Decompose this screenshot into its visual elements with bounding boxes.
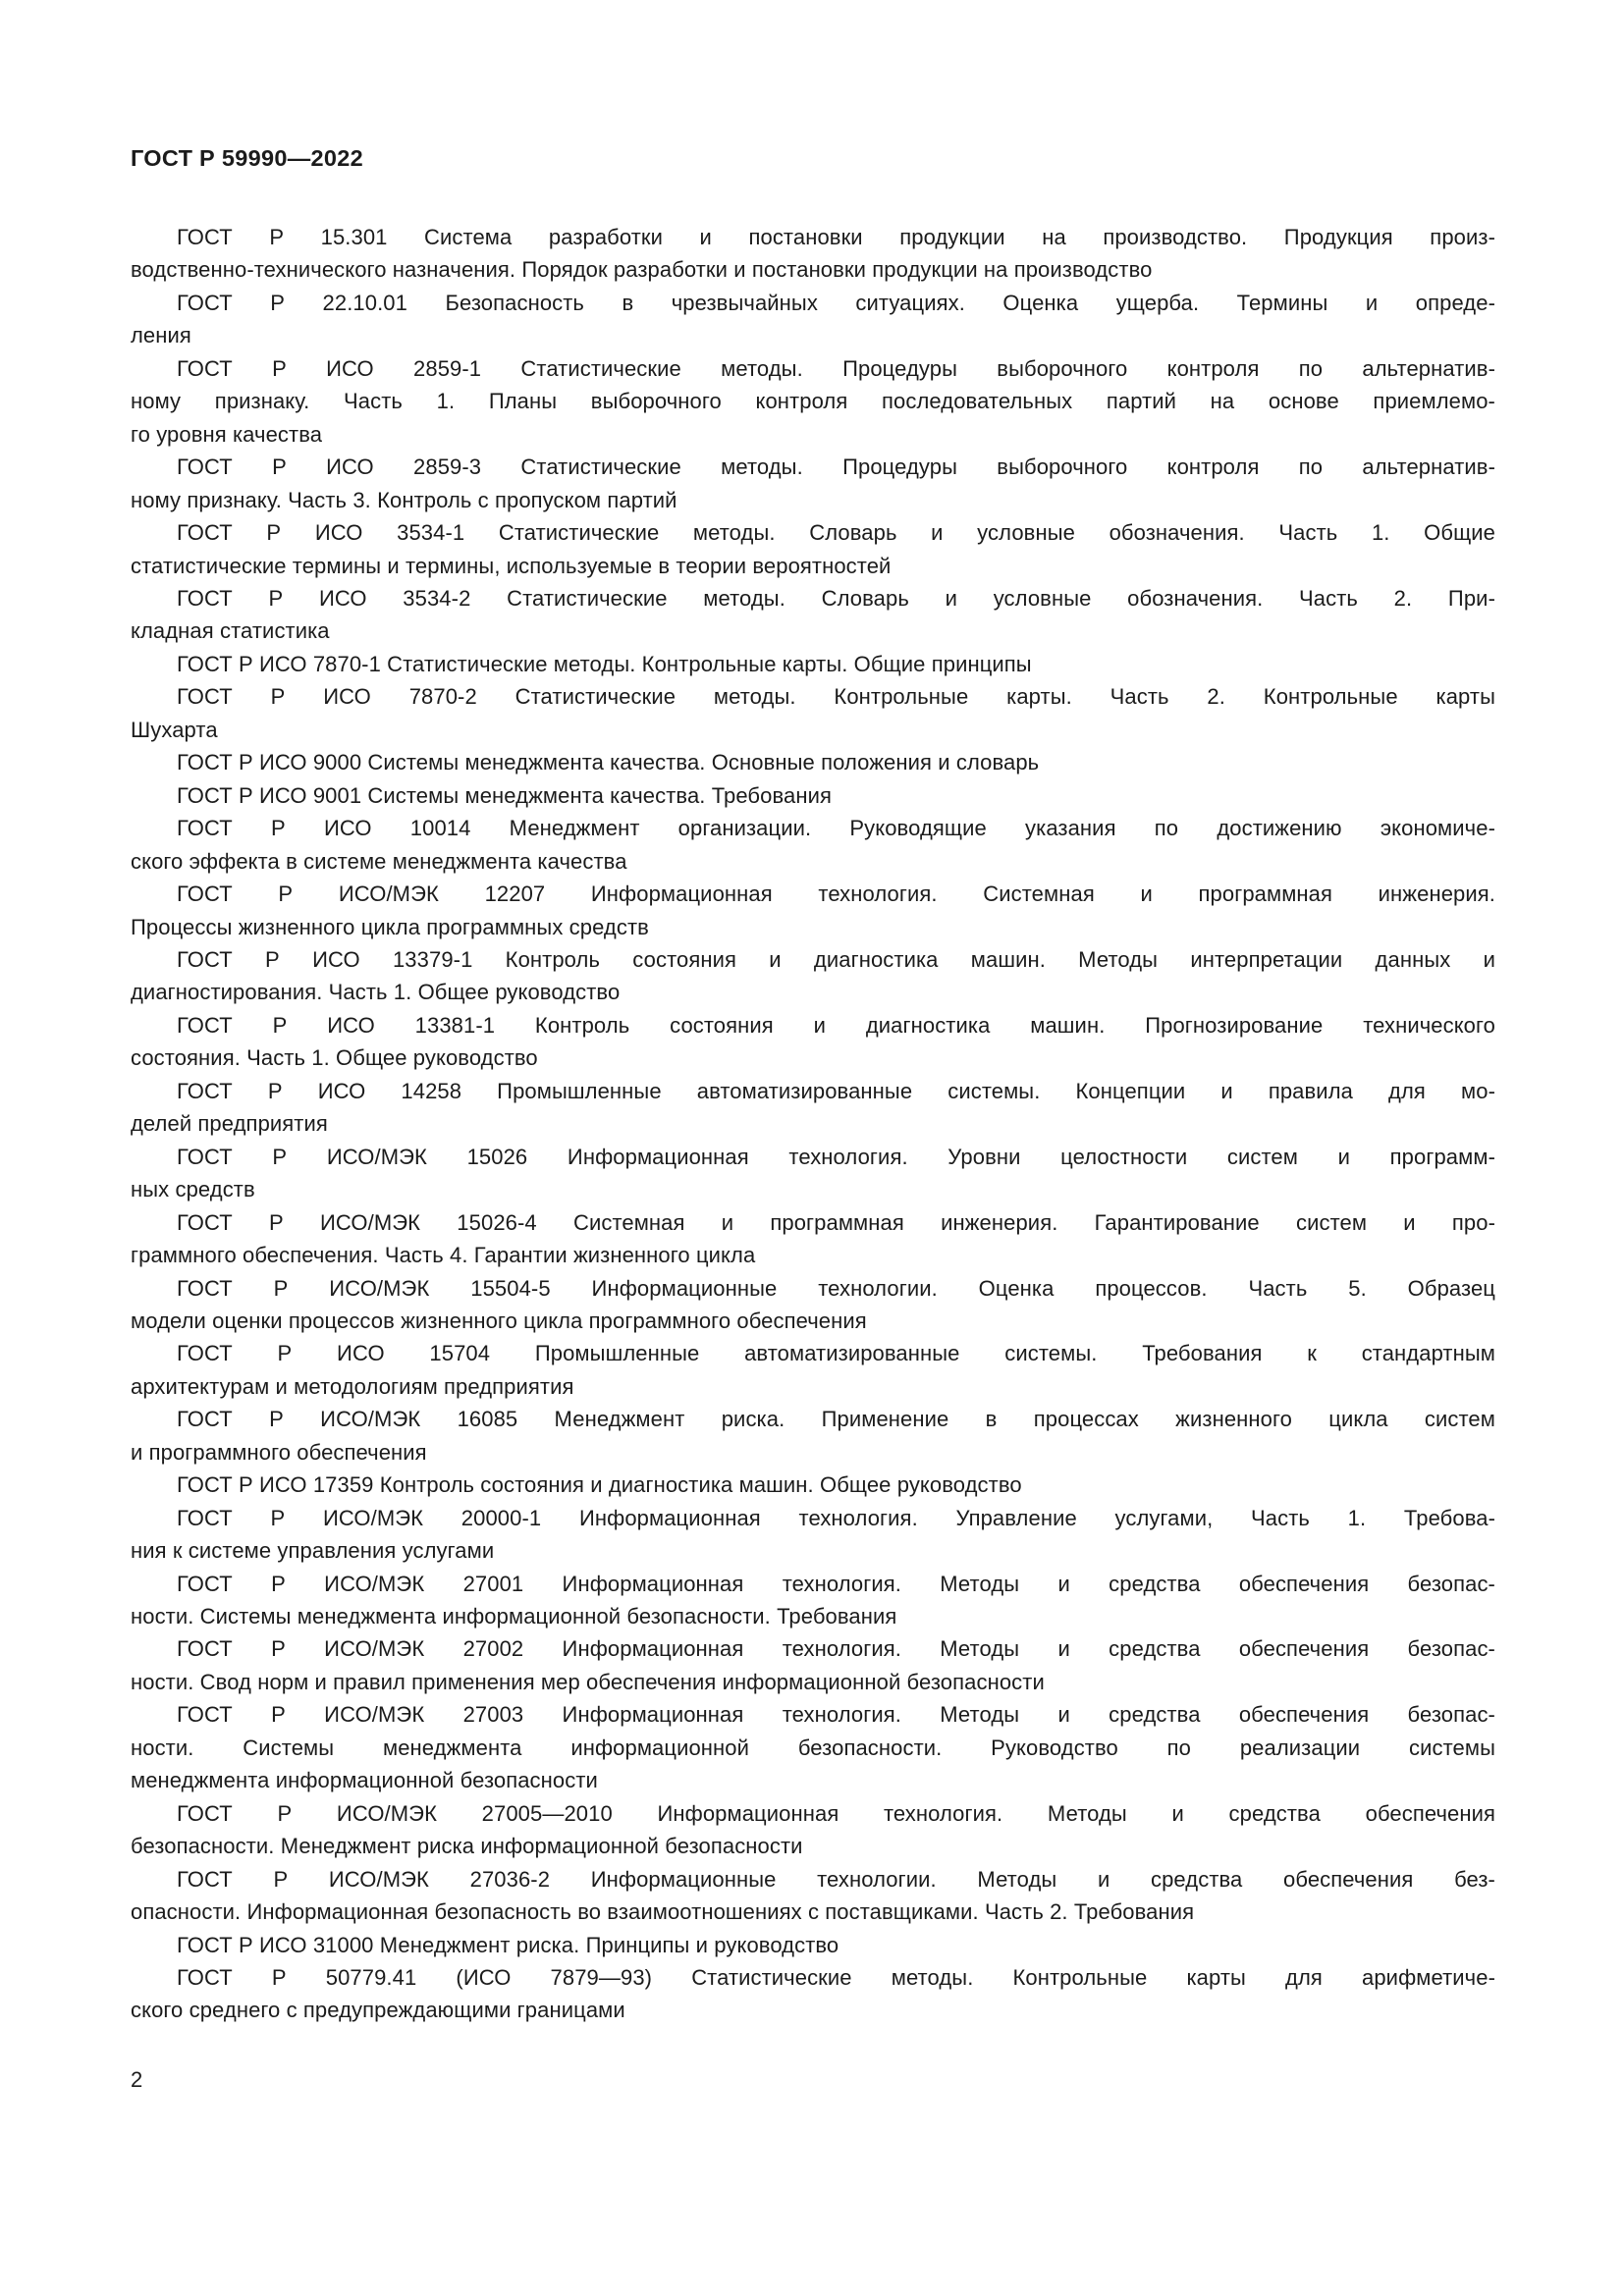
reference-line: ГОСТ Р ИСО 13381-1 Контроль состояния и диагностика машин. Прогнозирование технического: [177, 1012, 1495, 1038]
reference-line: ГОСТ Р ИСО/МЭК 16085 Менеджмент риска. Применение в процессах жизненного цикла систем: [177, 1407, 1495, 1432]
reference-paragraph: [131, 648, 1495, 680]
reference-line: Шухарта: [131, 717, 218, 742]
reference-paragraph: [131, 1141, 1495, 1206]
reference-paragraph: [131, 1403, 1495, 1468]
reference-paragraph: [131, 1929, 1495, 1961]
reference-paragraph: [131, 451, 1495, 516]
reference-paragraph: [131, 1797, 1495, 1863]
reference-line: ГОСТ Р ИСО 3534-1 Статистические методы. Словарь и условные обозначения. Часть 1. Общие: [177, 520, 1495, 546]
reference-line: ГОСТ Р ИСО/МЭК 27003 Информационная технология. Методы и средства обеспечения безопас-: [177, 1702, 1495, 1728]
reference-paragraph: [131, 352, 1495, 451]
reference-line: ния к системе управления услугами: [131, 1538, 495, 1564]
reference-line: ному признаку. Часть 1. Планы выборочного контроля последовательных партий на основе приемлемо-: [131, 389, 1495, 414]
reference-line: ности. Свод норм и правил применения мер обеспечения информационной безопасности: [131, 1669, 1045, 1694]
reference-line: ГОСТ Р 15.301 Система разработки и постановки продукции на производство. Продукция произ-: [177, 225, 1495, 249]
reference-paragraph: [131, 1075, 1495, 1141]
reference-line: ГОСТ Р ИСО/МЭК 12207 Информационная технология. Системная и программная инженерия.: [177, 881, 1495, 907]
reference-line: ГОСТ Р ИСО 10014 Менеджмент организации. Руководящие указания по достижению экономиче-: [177, 816, 1495, 841]
reference-line: ГОСТ Р ИСО 15704 Промышленные автоматизированные системы. Требования к стандартным: [177, 1341, 1495, 1366]
reference-line: кладная статистика: [131, 618, 330, 644]
reference-paragraph: [131, 221, 1495, 287]
reference-line: ГОСТ Р ИСО 13379-1 Контроль состояния и диагностика машин. Методы интерпретации данных и: [177, 946, 1495, 972]
reference-paragraph: [131, 1468, 1495, 1501]
reference-paragraph: [131, 1961, 1495, 2027]
reference-line: ГОСТ Р ИСО 14258 Промышленные автоматизированные системы. Концепции и правила для мо-: [177, 1078, 1495, 1103]
reference-paragraph: [131, 1632, 1495, 1698]
reference-line: диагностирования. Часть 1. Общее руководство: [131, 980, 621, 1005]
reference-paragraph: [131, 1009, 1495, 1075]
reference-line: граммного обеспечения. Часть 4. Гарантии жизненного цикла: [131, 1243, 756, 1268]
reference-line: ления: [131, 323, 191, 348]
reference-paragraph: [131, 516, 1495, 582]
reference-line: Процессы жизненного цикла программных средств: [131, 914, 649, 939]
reference-paragraph: [131, 779, 1495, 812]
reference-line: ГОСТ Р ИСО/МЭК 27036-2 Информационные технологии. Методы и средства обеспечения без-: [177, 1866, 1495, 1892]
reference-line: ГОСТ Р ИСО 31000 Менеджмент риска. Принципы и руководство: [177, 1932, 839, 1957]
reference-line: состояния. Часть 1. Общее руководство: [131, 1045, 538, 1071]
reference-line: ГОСТ Р ИСО 7870-1 Статистические методы. Контрольные карты. Общие принципы: [177, 651, 1032, 676]
reference-paragraph: [131, 746, 1495, 778]
reference-paragraph: [131, 1502, 1495, 1568]
reference-line: ных средств: [131, 1177, 255, 1202]
reference-line: ГОСТ Р 22.10.01 Безопасность в чрезвычайных ситуациях. Оценка ущерба. Термины и опреде-: [177, 290, 1495, 315]
reference-paragraph: [131, 812, 1495, 878]
reference-line: опасности. Информационная безопасность во взаимоотношениях с поставщиками. Часть 2. Требования: [131, 1899, 1195, 1925]
document-header: ГОСТ Р 59990—2022: [131, 145, 363, 171]
reference-line: ГОСТ Р ИСО/МЭК 15026 Информационная технология. Уровни целостности систем и программ-: [177, 1144, 1495, 1169]
reference-line: и программного обеспечения: [131, 1439, 427, 1465]
reference-line: го уровня качества: [131, 421, 323, 447]
reference-line: водственно-технического назначения. Порядок разработки и постановки продукции на производство: [131, 257, 1153, 283]
reference-line: ГОСТ Р ИСО/МЭК 15504-5 Информационные технологии. Оценка процессов. Часть 5. Образец: [177, 1275, 1495, 1301]
reference-paragraph: [131, 287, 1495, 352]
reference-line: ского эффекта в системе менеджмента качества: [131, 848, 627, 874]
reference-line: ГОСТ Р ИСО/МЭК 15026-4 Системная и программная инженерия. Гарантирование систем и про-: [177, 1209, 1495, 1235]
reference-line: ности. Системы менеджмента информационной безопасности. Руководство по реализации системы: [131, 1735, 1495, 1760]
reference-line: ГОСТ Р ИСО 2859-3 Статистические методы. Процедуры выборочного контроля по альтернатив-: [177, 454, 1495, 480]
reference-line: ГОСТ Р ИСО 7870-2 Статистические методы. Контрольные карты. Часть 2. Контрольные карты: [177, 684, 1495, 710]
reference-paragraph: [131, 1272, 1495, 1338]
reference-line: менеджмента информационной безопасности: [131, 1768, 598, 1793]
reference-line: делей предприятия: [131, 1111, 328, 1137]
reference-line: ГОСТ Р ИСО 9000 Системы менеджмента качества. Основные положения и словарь: [177, 750, 1040, 775]
reference-paragraph: [131, 1337, 1495, 1403]
reference-paragraph: [131, 582, 1495, 648]
references-list: [131, 221, 1495, 2027]
page-number: 2: [131, 2067, 143, 2092]
reference-line: статистические термины и термины, используемые в теории вероятностей: [131, 553, 892, 578]
reference-paragraph: [131, 1568, 1495, 1633]
reference-line: ГОСТ Р ИСО/МЭК 27002 Информационная технология. Методы и средства обеспечения безопас-: [177, 1636, 1495, 1662]
reference-paragraph: [131, 943, 1495, 1009]
reference-paragraph: [131, 1863, 1495, 1929]
reference-line: ному признаку. Часть 3. Контроль с пропуском партий: [131, 487, 677, 512]
reference-line: модели оценки процессов жизненного цикла программного обеспечения: [131, 1308, 867, 1333]
reference-line: ГОСТ Р 50779.41 (ИСО 7879—93) Статистические методы. Контрольные карты для арифметиче-: [177, 1965, 1495, 1991]
reference-line: ГОСТ Р ИСО 17359 Контроль состояния и диагностика машин. Общее руководство: [177, 1472, 1022, 1498]
reference-line: ГОСТ Р ИСО/МЭК 27005—2010 Информационная технология. Методы и средства обеспечения: [177, 1800, 1495, 1826]
reference-line: ГОСТ Р ИСО 2859-1 Статистические методы. Процедуры выборочного контроля по альтернатив-: [177, 355, 1495, 381]
reference-line: ности. Системы менеджмента информационной безопасности. Требования: [131, 1604, 897, 1629]
reference-line: архитектурам и методологиям предприятия: [131, 1373, 574, 1399]
reference-line: ГОСТ Р ИСО 9001 Системы менеджмента качества. Требования: [177, 782, 832, 808]
reference-line: ГОСТ Р ИСО/МЭК 20000-1 Информационная технология. Управление услугами, Часть 1. Требова-: [177, 1505, 1495, 1530]
reference-line: ского среднего с предупреждающими границами: [131, 1998, 625, 2023]
reference-paragraph: [131, 878, 1495, 943]
reference-paragraph: [131, 1206, 1495, 1272]
reference-line: ГОСТ Р ИСО 3534-2 Статистические методы. Словарь и условные обозначения. Часть 2. При-: [177, 585, 1495, 611]
reference-paragraph: [131, 1698, 1495, 1796]
reference-line: ГОСТ Р ИСО/МЭК 27001 Информационная технология. Методы и средства обеспечения безопас-: [177, 1571, 1495, 1596]
reference-line: безопасности. Менеджмент риска информационной безопасности: [131, 1834, 803, 1859]
reference-paragraph: [131, 680, 1495, 746]
